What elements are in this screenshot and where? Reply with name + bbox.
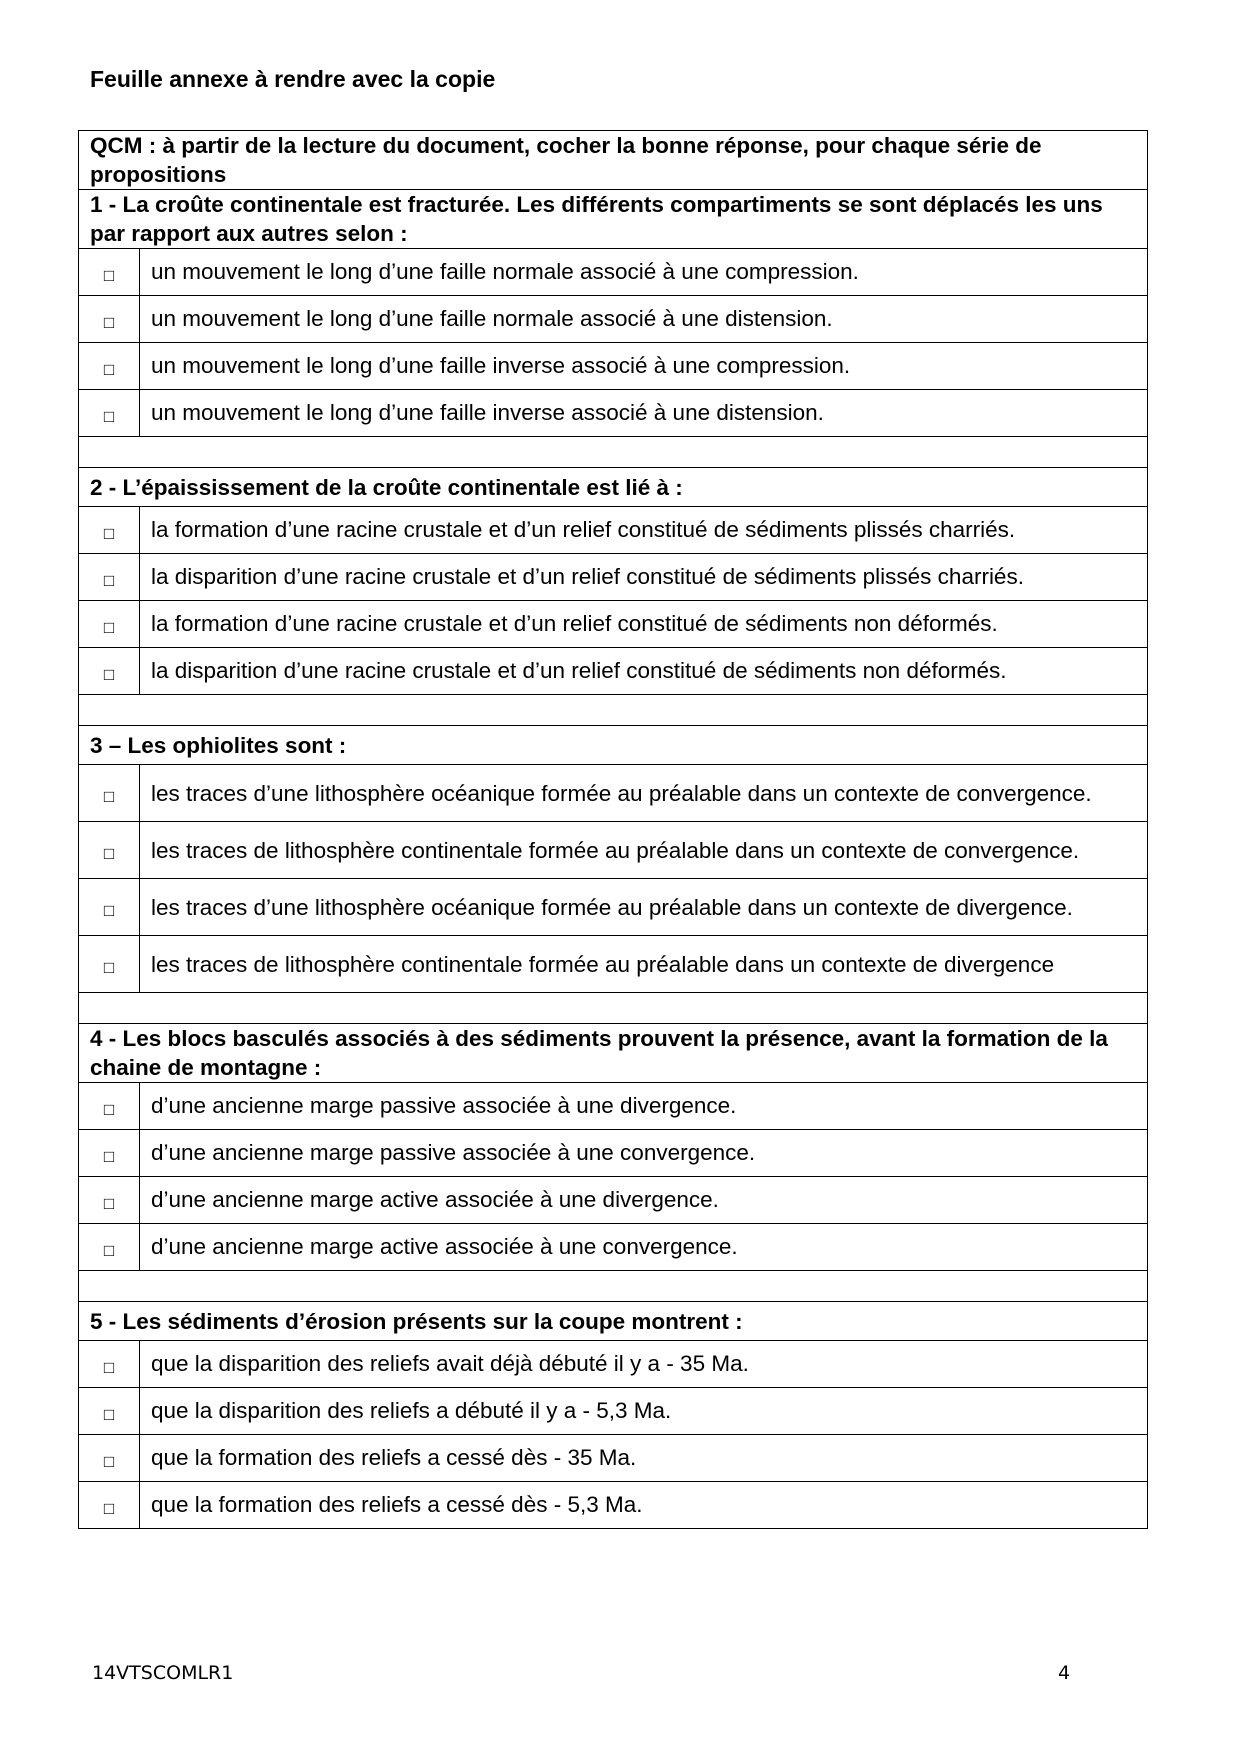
- option-row: [79, 879, 1148, 936]
- checkbox[interactable]: [79, 879, 140, 936]
- spacer-row: [79, 993, 1148, 1024]
- option-row: [79, 822, 1148, 879]
- question-row: [79, 190, 1148, 249]
- checkbox[interactable]: [79, 1083, 140, 1130]
- option-text: les traces de lithosphère continentale formée au préalable dans un contexte de convergence.: [140, 822, 1148, 879]
- checkbox-icon[interactable]: □: [103, 266, 115, 285]
- page-number: 4: [1058, 1662, 1071, 1684]
- qcm-table: [78, 130, 1148, 1529]
- checkbox-icon[interactable]: □: [103, 618, 115, 637]
- page-title: Feuille annexe à rendre avec la copie: [90, 66, 496, 92]
- checkbox[interactable]: [79, 1224, 140, 1271]
- option-row: [79, 1130, 1148, 1177]
- checkbox[interactable]: [79, 601, 140, 648]
- question-2-text: 2 - L’épaississement de la croûte continentale est lié à :: [79, 468, 1148, 507]
- checkbox-icon[interactable]: □: [103, 900, 115, 920]
- spacer-cell: [79, 1271, 1148, 1302]
- checkbox-icon[interactable]: □: [103, 1452, 115, 1471]
- option-text: les traces d’une lithosphère océanique formée au préalable dans un contexte de convergence.: [140, 765, 1148, 822]
- question-1-text: 1 - La croûte continentale est fracturée. Les différents compartiments se sont déplacés les uns par rapport aux autres selon :: [79, 190, 1148, 249]
- question-4-text: 4 - Les blocs basculés associés à des sédiments prouvent la présence, avant la formation de la chaine de montagne :: [79, 1024, 1148, 1083]
- option-row: [79, 554, 1148, 601]
- spacer-cell: [79, 695, 1148, 726]
- option-text: la formation d’une racine crustale et d’un relief constitué de sédiments non déformés.: [140, 601, 1148, 648]
- option-text: les traces d’une lithosphère océanique formée au préalable dans un contexte de divergence.: [140, 879, 1148, 936]
- option-text: que la disparition des reliefs avait déjà débuté il y a - 35 Ma.: [140, 1341, 1148, 1388]
- option-row: [79, 1388, 1148, 1435]
- option-text: la disparition d’une racine crustale et d’un relief constitué de sédiments plissés charriés.: [140, 554, 1148, 601]
- option-row: [79, 1083, 1148, 1130]
- question-3-text: 3 – Les ophiolites sont :: [79, 726, 1148, 765]
- question-row: [79, 1024, 1148, 1083]
- question-row: [79, 726, 1148, 765]
- checkbox[interactable]: [79, 936, 140, 993]
- checkbox-icon[interactable]: □: [103, 786, 115, 806]
- checkbox-icon[interactable]: □: [103, 665, 115, 684]
- option-row: [79, 390, 1148, 437]
- spacer-row: [79, 437, 1148, 468]
- checkbox-icon[interactable]: □: [103, 524, 115, 543]
- option-text: que la formation des reliefs a cessé dès - 35 Ma.: [140, 1435, 1148, 1482]
- document-code: 14VTSCOMLR1: [92, 1662, 234, 1684]
- checkbox-icon[interactable]: □: [103, 1241, 115, 1260]
- option-text: un mouvement le long d’une faille normale associé à une compression.: [140, 249, 1148, 296]
- checkbox[interactable]: [79, 343, 140, 390]
- spacer-cell: [79, 437, 1148, 468]
- checkbox-icon[interactable]: □: [103, 360, 115, 379]
- option-row: [79, 648, 1148, 695]
- checkbox[interactable]: [79, 390, 140, 437]
- checkbox-icon[interactable]: □: [103, 407, 115, 426]
- option-row: [79, 296, 1148, 343]
- checkbox[interactable]: [79, 507, 140, 554]
- option-text: un mouvement le long d’une faille inverse associé à une compression.: [140, 343, 1148, 390]
- checkbox-icon[interactable]: □: [103, 843, 115, 863]
- checkbox-icon[interactable]: □: [103, 1147, 115, 1166]
- option-text: d’une ancienne marge active associée à une divergence.: [140, 1177, 1148, 1224]
- checkbox-icon[interactable]: □: [103, 1358, 115, 1377]
- intro-text: QCM : à partir de la lecture du document, cocher la bonne réponse, pour chaque série de propositions: [79, 131, 1148, 190]
- question-5-text: 5 - Les sédiments d’érosion présents sur la coupe montrent :: [79, 1302, 1148, 1341]
- checkbox[interactable]: [79, 765, 140, 822]
- option-text: que la disparition des reliefs a débuté il y a - 5,3 Ma.: [140, 1388, 1148, 1435]
- intro-row: [79, 131, 1148, 190]
- checkbox[interactable]: [79, 822, 140, 879]
- option-text: un mouvement le long d’une faille inverse associé à une distension.: [140, 390, 1148, 437]
- option-row: [79, 1177, 1148, 1224]
- option-text: les traces de lithosphère continentale formée au préalable dans un contexte de divergence: [140, 936, 1148, 993]
- option-row: [79, 343, 1148, 390]
- checkbox[interactable]: [79, 1482, 140, 1529]
- checkbox[interactable]: [79, 1177, 140, 1224]
- checkbox[interactable]: [79, 1388, 140, 1435]
- checkbox[interactable]: [79, 1435, 140, 1482]
- spacer-row: [79, 695, 1148, 726]
- option-text: que la formation des reliefs a cessé dès - 5,3 Ma.: [140, 1482, 1148, 1529]
- option-row: [79, 601, 1148, 648]
- option-row: [79, 249, 1148, 296]
- checkbox-icon[interactable]: □: [103, 1405, 115, 1424]
- option-text: la disparition d’une racine crustale et d’un relief constitué de sédiments non déformés.: [140, 648, 1148, 695]
- option-row: [79, 1482, 1148, 1529]
- question-row: [79, 1302, 1148, 1341]
- checkbox-icon[interactable]: □: [103, 1194, 115, 1213]
- option-row: [79, 765, 1148, 822]
- option-text: d’une ancienne marge passive associée à une convergence.: [140, 1130, 1148, 1177]
- checkbox-icon[interactable]: □: [103, 313, 115, 332]
- question-row: [79, 468, 1148, 507]
- checkbox-icon[interactable]: □: [103, 1499, 115, 1518]
- spacer-row: [79, 1271, 1148, 1302]
- checkbox-icon[interactable]: □: [103, 571, 115, 590]
- checkbox[interactable]: [79, 1341, 140, 1388]
- checkbox[interactable]: [79, 648, 140, 695]
- option-text: d’une ancienne marge passive associée à une divergence.: [140, 1083, 1148, 1130]
- option-row: [79, 936, 1148, 993]
- checkbox[interactable]: [79, 249, 140, 296]
- option-text: la formation d’une racine crustale et d’un relief constitué de sédiments plissés charriés.: [140, 507, 1148, 554]
- checkbox[interactable]: [79, 1130, 140, 1177]
- checkbox[interactable]: [79, 554, 140, 601]
- option-text: d’une ancienne marge active associée à une convergence.: [140, 1224, 1148, 1271]
- option-text: un mouvement le long d’une faille normale associé à une distension.: [140, 296, 1148, 343]
- option-row: [79, 1341, 1148, 1388]
- spacer-cell: [79, 993, 1148, 1024]
- option-row: [79, 1435, 1148, 1482]
- option-row: [79, 1224, 1148, 1271]
- checkbox-icon[interactable]: □: [103, 1100, 115, 1119]
- option-row: [79, 507, 1148, 554]
- checkbox-icon[interactable]: □: [103, 957, 115, 977]
- checkbox[interactable]: [79, 296, 140, 343]
